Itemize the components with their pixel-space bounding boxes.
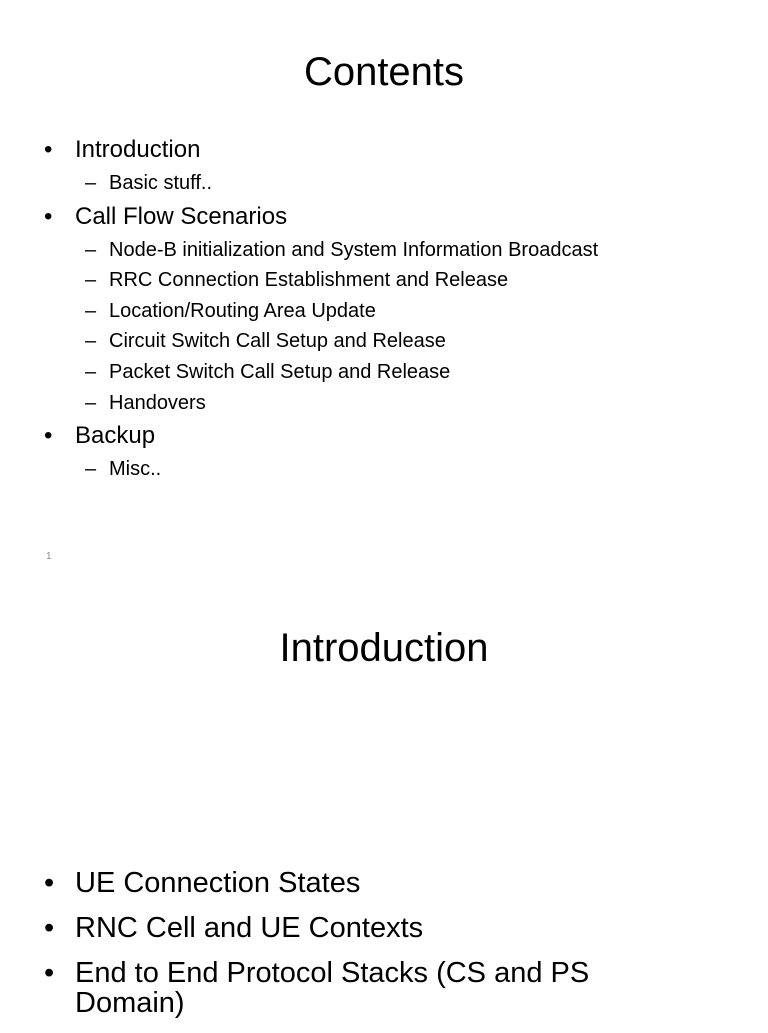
bullet-icon: •	[44, 202, 53, 230]
bullet-icon: •	[44, 422, 53, 450]
sub-list-item	[44, 326, 598, 357]
sub-list	[44, 168, 598, 199]
sub-list-item	[44, 296, 598, 327]
dash-icon: –	[85, 269, 97, 292]
list-item	[44, 958, 635, 1018]
sub-item-label: Node-B initialization and System Information Broadcast	[109, 238, 599, 261]
bullet-icon: •	[44, 867, 55, 899]
bullet-label: End to End Protocol Stacks (CS and PS Domain)	[75, 957, 590, 1019]
section-label: Introduction	[75, 136, 201, 163]
slide-title: Contents	[303, 50, 465, 94]
sub-list-item	[44, 168, 598, 199]
sub-list	[44, 235, 598, 419]
sub-item-label: Handovers	[109, 391, 206, 414]
sub-item-label: Circuit Switch Call Setup and Release	[109, 330, 446, 353]
sub-item-label: RRC Connection Establishment and Release	[109, 269, 509, 292]
dash-icon: –	[85, 391, 97, 414]
bullet-label: RNC Cell and UE Contexts	[75, 912, 424, 944]
sub-item-label: Location/Routing Area Update	[109, 299, 376, 322]
introduction-slide	[0, 576, 768, 1024]
sub-list-item	[44, 454, 598, 485]
sub-item-label: Misc..	[109, 458, 162, 481]
introduction-list	[44, 868, 635, 1033]
sub-list-item	[44, 235, 598, 266]
sub-item-label: Packet Switch Call Setup and Release	[109, 360, 451, 383]
list-item	[44, 868, 635, 898]
sub-list-item	[44, 265, 598, 296]
sub-list-item	[44, 388, 598, 419]
section-label: Call Flow Scenarios	[75, 202, 288, 230]
sub-list-item	[44, 357, 598, 388]
bullet-icon: •	[44, 957, 55, 989]
bullet-icon: •	[44, 136, 53, 163]
sub-item-label: Basic stuff..	[109, 172, 213, 194]
list-item	[44, 913, 635, 943]
dash-icon: –	[85, 360, 97, 383]
sub-list	[44, 454, 598, 485]
dash-icon: –	[85, 330, 97, 353]
slide-title: Introduction	[279, 626, 489, 670]
dash-icon: –	[85, 299, 97, 322]
section-label: Backup	[75, 422, 156, 450]
page-number: 1	[46, 551, 52, 562]
bullet-label: UE Connection States	[75, 867, 361, 899]
contents-list	[44, 134, 598, 487]
list-item-call-flow-scenarios	[44, 201, 598, 233]
dash-icon: –	[85, 458, 97, 481]
list-item-introduction	[44, 134, 598, 166]
dash-icon: –	[85, 238, 97, 261]
list-item-backup	[44, 420, 598, 452]
dash-icon: –	[85, 172, 97, 194]
bullet-icon: •	[44, 912, 55, 944]
